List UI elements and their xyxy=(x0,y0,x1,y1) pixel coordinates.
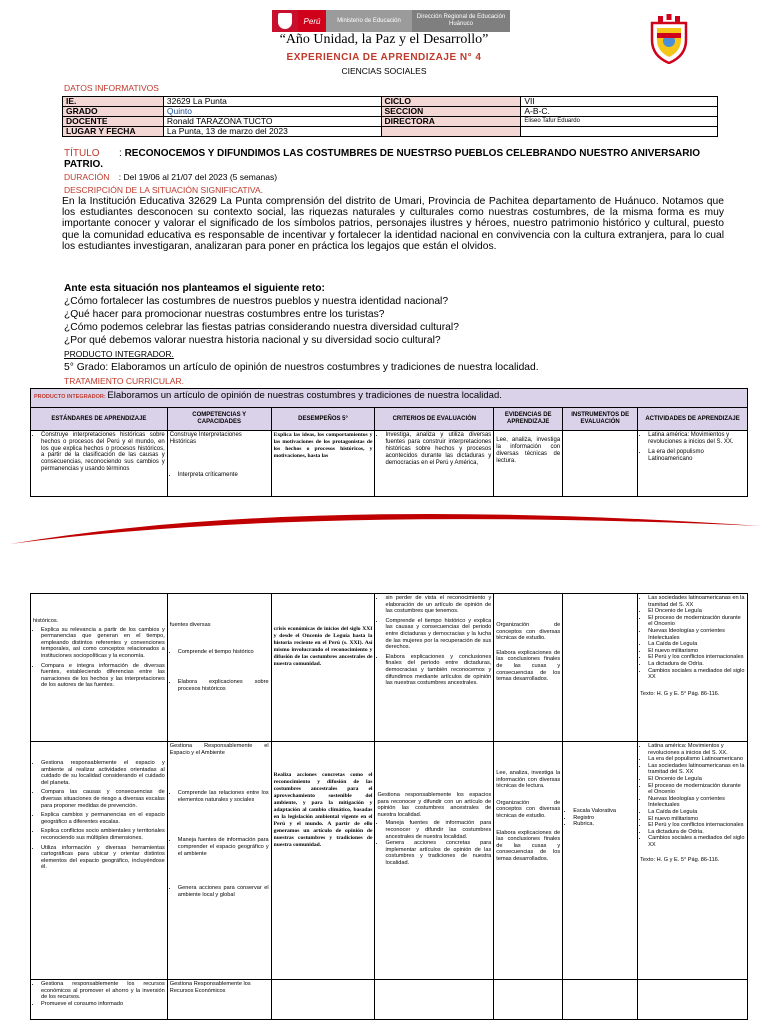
cell-instrumento xyxy=(563,594,638,742)
list-item: • Genera acciones para conservar el ambiente local y global xyxy=(178,885,269,898)
table-row xyxy=(31,980,748,1020)
list-item: • El Perú y los conflictos internacionales xyxy=(648,822,745,829)
producto-integrador-text: Elaboramos un artículo de opinión de nuestras costumbres y tradiciones de nuestra localidad. xyxy=(107,390,502,401)
list-item: • Cambios sociales a mediados del siglo XX xyxy=(648,835,745,848)
criterio-text: Gestiona responsablemente los espacios para reconocer y difundir con un artículo de opinión las costumbres ancestrales de nuestra localidad. xyxy=(377,792,492,818)
list-item: • sin perder de vista el reconocimiento y elaboración de un artículo de opinión de las costumbres que tenemos. xyxy=(385,595,491,615)
list-item: • Nuevas Ideologías y corrientes Intelectuales xyxy=(648,796,745,809)
cell-estandar xyxy=(31,980,168,1020)
cell-estandar xyxy=(31,431,168,497)
reto-label: Ante esta situación nos planteamos el siguiente reto: xyxy=(64,283,325,294)
cell-evidencia: Lee, analiza, investiga la información con diversas técnicas de lectura. xyxy=(494,431,563,497)
info-value: Ronald TARAZONA TUCTO xyxy=(163,117,381,127)
cell-instrumento xyxy=(563,742,638,980)
duracion-text: : Del 19/06 al 21/07 del 2023 (5 semanas) xyxy=(118,172,278,182)
cell-competencia: Gestiona Responsablemente los Recursos Económicos xyxy=(167,980,271,1020)
list-item: • Investiga, analiza y utiliza diversas fuentes para construir interpretaciones históricas sobre hechos y procesos acontecidos durante las dictaduras y democracias en el Perú y América, xyxy=(385,432,491,467)
pregunta: ¿Qué hacer para promocionar nuestras costumbres entre los turistas? xyxy=(64,309,385,320)
cell-competencia xyxy=(167,431,271,497)
cell-actividades xyxy=(638,594,748,742)
competencia-text: Construye Interpretaciones Históricas xyxy=(169,432,242,445)
list-item: • Elabora explicaciones y conclusiones finales del periodo entre dictaduras, democracias y también reconocemos y difundimos mediante artículos de opinión las nuestras costumbres ancestrales. xyxy=(385,654,491,687)
cell-evidencia xyxy=(494,980,563,1020)
cell-criterio xyxy=(375,594,494,742)
list-item: • Explica conflictos socio ambientales y territoriales reconociendo sus múltiples dimensiones. xyxy=(41,828,165,841)
info-row xyxy=(63,117,718,127)
list-item: • Explica cambios y permanencias en el espacio geográfico a diferentes escalas. xyxy=(41,812,165,825)
evidencia-text: Lee, analiza, investiga la información con diversas técnicas de lectura. xyxy=(496,770,561,790)
table-row xyxy=(31,594,748,742)
duracion-label: DURACIÓN xyxy=(64,172,110,182)
info-value: 32629 La Punta xyxy=(163,97,381,107)
cell-instrumento xyxy=(563,431,638,497)
pregunta: ¿Cómo fortalecer las costumbres de nuestros pueblos y nuestra identidad nacional? xyxy=(64,296,449,307)
list-item: • La era del populismo Latinoamericano xyxy=(648,756,745,763)
list-item: • Rubrica. xyxy=(573,821,635,828)
list-item: • Compara e integra información de diversas fuentes, estableciendo diferencias entre las narraciones de los hechos y las interpretaciones de los autores de las fuentes. xyxy=(41,663,165,689)
list-item: • Maneja fuentes de información para reconocer y difundir las costumbres ancestrales de nuestra localidad. xyxy=(385,820,491,840)
info-value: Quinto xyxy=(163,107,381,117)
info-key: SECCION xyxy=(381,107,521,117)
list-item: • Comprende el tiempo histórico xyxy=(178,649,269,656)
list-item: • Interpreta críticamente xyxy=(178,472,269,479)
cell-estandar xyxy=(31,742,168,980)
producto-text: 5° Grado: Elaboramos un artículo de opinión de nuestros costumbres y tradiciones de nuestra localidad. xyxy=(64,362,539,373)
situacion-text: En la Institución Educativa 32629 La Punta comprensión del distrito de Umari, Provincia de Pachitea departamento de Huánuco. Notamos que los estudiantes desconocen su contexto social, las riquezas naturales y culturales como nuestras costumbres, de la misma forma es muy importante conocer y valorar el significado de los símbolos patrios, personajes ilustres y héroes, nuestro patrimonio histórico y cultural, puesto que la comunidad educativa es responsable de incentivar y fortalecer la identidad nacional en convivencia con la cultura extranjera, para lo cual los estudiantes investigaran, analizaran para poner en práctica los legajos que están el olvidos. xyxy=(62,196,724,252)
list-item: • Nuevas Ideologías y corrientes Intelectuales xyxy=(648,628,745,641)
info-value: Eliseo Tafur Eduardo xyxy=(521,117,718,127)
info-key xyxy=(381,127,521,137)
estandar-text: históricos. xyxy=(33,618,59,624)
ministry-logos xyxy=(272,10,510,32)
situacion-label: DESCRIPCIÓN DE LA SITUACIÓN SIGNIFICATIVA. xyxy=(64,185,263,195)
producto-row xyxy=(31,389,748,408)
list-item: • La Caída de Leguía xyxy=(648,641,745,648)
area-subtitle: CIENCIAS SOCIALES xyxy=(341,66,427,76)
producto-integrador-label: PRODUCTO INTEGRADOR: xyxy=(34,394,106,400)
col-header: EVIDENCIAS DE APRENDIZAJE xyxy=(494,408,563,431)
cell-desempeno: crisis económicas de inicios del siglo XXI y desde el Oncenio de Leguía hasta la historia reciente en el Perú (s. XXI). Así mismo involucrando el reconocimiento y difusión de las costumbres ancestrales de nuestra comunidad. xyxy=(271,594,375,742)
col-header: ESTÁNDARES DE APRENDIZAJE xyxy=(31,408,168,431)
evidencia-text: Elabora explicaciones de las conclusiones finales de las cusas y consecuencias de los temas desarrollados. xyxy=(496,829,561,862)
logo-peru: Perú xyxy=(298,10,326,32)
curricular-table-continued xyxy=(30,593,748,1020)
logo-dre: Dirección Regional de Educación Huánuco xyxy=(412,10,510,32)
cell-evidencia xyxy=(494,742,563,980)
info-row xyxy=(63,107,718,117)
cell-competencia xyxy=(167,742,271,980)
titulo-label: TÍTULO xyxy=(64,148,100,159)
header-row xyxy=(31,408,748,431)
cell-criterio xyxy=(375,742,494,980)
cell-estandar xyxy=(31,594,168,742)
list-item: • El nuevo militarismo xyxy=(648,816,745,823)
cell-criterio xyxy=(375,980,494,1020)
cell-actividades xyxy=(638,980,748,1020)
cell-desempeno xyxy=(271,980,375,1020)
titulo xyxy=(64,148,724,170)
col-header: COMPETENCIAS Y CAPACIDADES xyxy=(167,408,271,431)
list-item: • Latina américa: Movimientos y revoluciones a inicios del S. XX. xyxy=(648,743,745,756)
cell-evidencia xyxy=(494,594,563,742)
list-item: • Utiliza información y diversas herramientas cartográficas para ubicar y orientar distintos elementos del espacio geográfico, incluyéndose él. xyxy=(41,845,165,871)
col-header: CRITERIOS DE EVALUACIÓN xyxy=(375,408,494,431)
list-item: • Comprende las relaciones entre los elementos naturales y sociales xyxy=(178,790,269,803)
titulo-sep: : xyxy=(119,148,122,159)
cell-desempeno: Realiza acciones concretas como el reconocimiento y difusión de las costumbres ancestrales para el aprovechamiento sostenible del ambiente, y para la mitigación y adaptación al cambio climático, basadas en la legislación ambiental vigente en el Perú y el mundo. A partir de ello generamos un artículo de opinión de nuestras costumbres y tradiciones de nuestra comunidad. xyxy=(271,742,375,980)
list-item: • La era del populismo Latinoamericano xyxy=(648,449,745,463)
list-item: • El proceso de modernización durante el Oncenio xyxy=(648,783,745,796)
curricular-table xyxy=(30,388,748,497)
cell-capacidad xyxy=(167,594,271,742)
cell-actividades xyxy=(638,431,748,497)
list-item: • Gestiona responsablemente los recursos económicos al promover el ahorro y la inversión de los recursos. xyxy=(41,981,165,1001)
titulo-text: RECONOCEMOS Y DIFUNDIMOS LAS COSTUMBRES DE NUESTRSO PUEBLOS CELEBRANDO NUESTRO ANIVERSARIO PATRIO. xyxy=(64,148,700,170)
info-table xyxy=(62,96,718,137)
list-item: • El Perú y los conflictos internacionales xyxy=(648,654,745,661)
list-item: • El Oncenio de Leguía xyxy=(648,608,745,615)
cell-criterio xyxy=(375,431,494,497)
list-item: • Promueve el consumo informado xyxy=(41,1001,165,1008)
list-item: • La dictadura de Odría. xyxy=(648,829,745,836)
list-item: • Elabora explicaciones sobre procesos históricos xyxy=(178,679,269,692)
list-item: • La Caída de Leguía xyxy=(648,809,745,816)
list-item: • Escala Valorativa xyxy=(573,808,635,815)
cell-actividades xyxy=(638,742,748,980)
peru-shield-icon xyxy=(272,10,298,32)
list-item: • Construye interpretaciones históricas sobre hechos o procesos del Perú y el mundo, en los que explica hechos o procesos históricos, a partir de la clasificación de las causas y consecuencias, reconociendo sus cambios y permanencias y usando términos xyxy=(41,432,165,473)
table-row xyxy=(31,431,748,497)
producto-label: PRODUCTO INTEGRADOR. xyxy=(64,349,174,359)
list-item: • Registro xyxy=(573,815,635,822)
list-item: • Latina américa: Movimientos y revoluciones a inicios del S. XX. xyxy=(648,432,745,446)
info-key: GRADO xyxy=(63,107,164,117)
texto-ref: Texto: H. G y E. 5° Pág. 86-116. xyxy=(640,690,720,697)
info-key: IE. xyxy=(63,97,164,107)
list-item: • Compara las causas y consecuencias de diversas situaciones de riesgo a diversas escalas para proponer medidas de prevención. xyxy=(41,789,165,809)
texto-ref: Texto: H. G y E. 5° Pág. 86-116. xyxy=(640,856,720,863)
evidencia-text: Elabora explicaciones de las conclusiones finales de las cusas y consecuencias de los temas desarrollados. xyxy=(496,649,561,683)
list-item: • El proceso de modernización durante el Oncenio xyxy=(648,615,745,628)
list-item: • Cambios sociales a mediados del siglo XX xyxy=(648,668,745,681)
cell-instrumento xyxy=(563,980,638,1020)
list-item: • El Oncenio de Leguía xyxy=(648,776,745,783)
duracion xyxy=(64,172,277,182)
pregunta: ¿Por qué debemos valorar nuestra historia nacional y su diversidad socio cultural? xyxy=(64,335,441,346)
motto: “Año Unidad, la Paz y el Desarrollo” xyxy=(279,32,489,47)
col-header: ACTIVIDADES DE APRENDIZAJE xyxy=(638,408,748,431)
evidencia-text: Organización de conceptos con diversas técnicas de estudio. xyxy=(496,799,561,819)
capacidad-text: fuentes diversas xyxy=(169,622,211,628)
list-item: • La dictadura de Odría. xyxy=(648,661,745,668)
info-key: DIRECTORA xyxy=(381,117,521,127)
info-key: LUGAR Y FECHA xyxy=(63,127,164,137)
list-item: • Maneja fuentes de información para comprender el espacio geográfico y el ambiente xyxy=(178,837,269,857)
info-row xyxy=(63,97,718,107)
list-item: • Comprende el tiempo histórico y explica las causas y consecuencias del periodo entre dictaduras y democracias y la lucha de las mujeres por la recuperación de sus derechos. xyxy=(385,618,491,651)
decorative-swoosh-icon xyxy=(0,500,768,584)
list-item: • Las sociedades latinoamericanas en la tramitad del S. XX xyxy=(648,595,745,608)
evidencia-text: Organización de conceptos con diversas técnicas de estudio. xyxy=(496,622,561,642)
table-row xyxy=(31,742,748,980)
info-value xyxy=(521,127,718,137)
col-header: DESEMPEÑOS 5° xyxy=(271,408,375,431)
logo-minedu: Ministerio de Educación xyxy=(326,10,412,32)
list-item: • Gestiona responsablemente el espacio y ambiente al realizar actividades orientadas al cuidado de su localidad considerando el cuidado del planeta. xyxy=(41,760,165,786)
page-1 xyxy=(0,0,768,505)
col-header: INSTRUMENTOS DE EVALUACIÓN xyxy=(563,408,638,431)
pregunta: ¿Cómo podemos celebrar las fiestas patrias considerando nuestra diversidad cultural? xyxy=(64,322,459,333)
info-key: DOCENTE xyxy=(63,117,164,127)
tratamiento-label: TRATAMIENTO CURRICULAR. xyxy=(64,376,184,386)
datos-label: DATOS INFORMATIVOS xyxy=(64,83,159,93)
info-value: A-B-C. xyxy=(521,107,718,117)
info-value: La Punta, 13 de marzo del 2023 xyxy=(163,127,381,137)
list-item: • El nuevo militarismo xyxy=(648,648,745,655)
info-value: VII xyxy=(521,97,718,107)
list-item: • Explica su relevancia a partir de los cambios y permanencias que generan en el tiempo, empleando distintos referentes y convenciones temporales, así como conceptos relacionados a instituciones sociopolíticas y la economía. xyxy=(41,627,165,660)
list-item: • Las sociedades latinoamericanas en la tramitad del S. XX xyxy=(648,763,745,776)
info-row xyxy=(63,127,718,137)
info-key: CICLO xyxy=(381,97,521,107)
cell-desempeno: Explica las ideas, los comportamientos y las motivaciones de los protagonistas de los hechos o procesos históricos, y motivaciones, hasta las xyxy=(271,431,375,497)
list-item: • Genera acciones concretas para implementar artículos de opinión de las costumbres y tradiciones de nuestra localidad. xyxy=(385,840,491,866)
competencia-text: Gestiona Responsablemente el Espacio y el Ambiente xyxy=(169,743,269,756)
experience-title: EXPERIENCIA DE APRENDIZAJE N° 4 xyxy=(286,52,482,63)
